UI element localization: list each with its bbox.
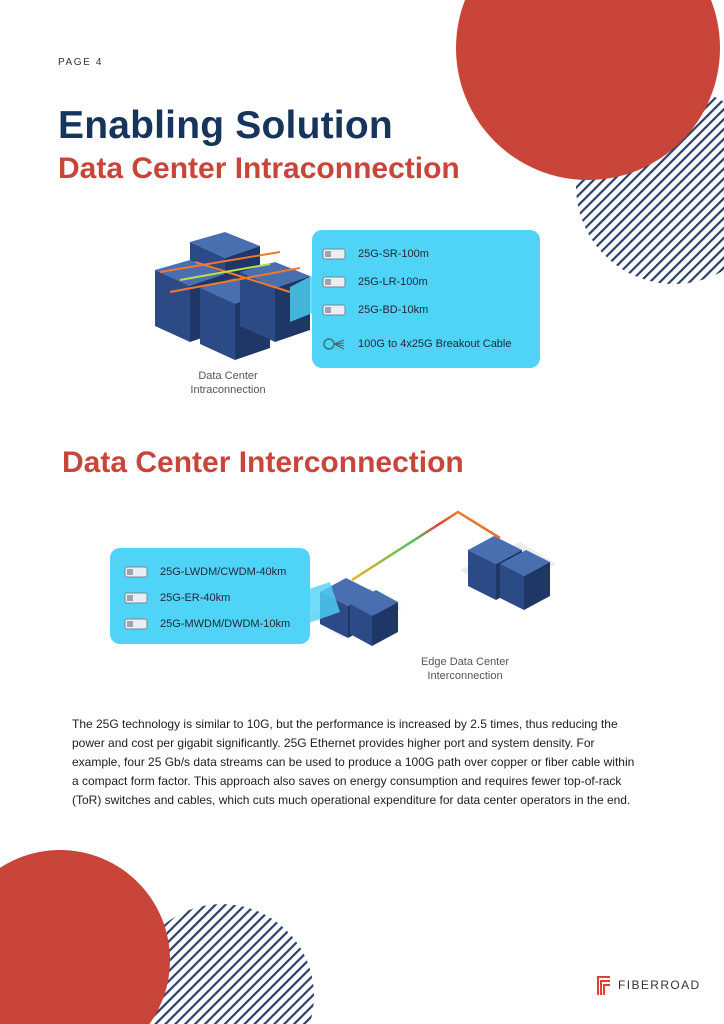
intra-item-0 <box>322 246 429 262</box>
brand-logo <box>596 974 701 996</box>
intraconnection-caption: Data Center Intraconnection <box>190 370 266 396</box>
interconnection-caption: Edge Data Center Interconnection <box>420 656 510 682</box>
breakout-cable-icon <box>322 336 348 352</box>
intra-item-label: 100G to 4x25G Breakout Cable <box>358 338 512 350</box>
inter-item-label: 25G-ER-40km <box>160 592 231 604</box>
intraconnection-callout <box>312 230 540 368</box>
intra-item-label: 25G-BD-10km <box>358 304 429 316</box>
intra-item-2 <box>322 302 428 318</box>
page-title: Enabling Solution <box>58 104 393 147</box>
transceiver-module-icon <box>322 302 348 318</box>
decor-red-circle-bottom <box>0 850 170 1024</box>
transceiver-module-icon <box>124 616 150 632</box>
transceiver-module-icon <box>322 274 348 290</box>
transceiver-module-icon <box>124 590 150 606</box>
fiberroad-logo-icon <box>596 974 614 996</box>
interconnection-callout <box>110 548 310 644</box>
page-number: PAGE 4 <box>58 57 103 68</box>
intra-item-label: 25G-SR-100m <box>358 248 429 260</box>
section-title-intraconnection: Data Center Intraconnection <box>58 152 460 185</box>
section-title-interconnection: Data Center Interconnection <box>62 446 464 479</box>
intra-item-1 <box>322 274 428 290</box>
intra-item-3 <box>322 336 511 352</box>
inter-item-2 <box>124 616 290 632</box>
body-paragraph: The 25G technology is similar to 10G, but the performance is increased by 2.5 times, thus reducing the power and cost per gigabit significantly. 25G Ethernet provides higher port and system density. For example, four 25 Gb/s data streams can be used to produce a 100G path over copper or fiber cable within a compact form factor. This approach also saves on energy consumption and requires fewer top-of-rack (ToR) switches and cables, which cuts much operational expenditure for data center operators in the end. <box>72 717 635 807</box>
edge-datacenter-illustration <box>300 508 570 668</box>
brand-name: FIBERROAD <box>618 978 701 992</box>
intra-item-label: 25G-LR-100m <box>358 276 428 288</box>
inter-item-0 <box>124 564 286 580</box>
inter-item-1 <box>124 590 230 606</box>
inter-item-label: 25G-MWDM/DWDM-10km <box>160 618 291 630</box>
inter-item-label: 25G-LWDM/CWDM-40km <box>160 566 287 578</box>
server-racks-illustration <box>140 232 330 372</box>
transceiver-module-icon <box>124 564 150 580</box>
transceiver-module-icon <box>322 246 348 262</box>
